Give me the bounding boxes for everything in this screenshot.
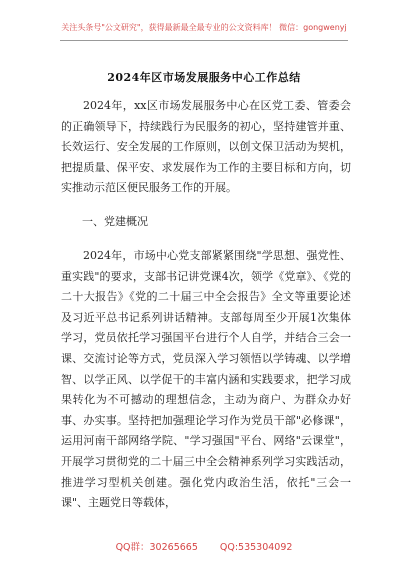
footer-contact <box>0 539 408 553</box>
section1-paragraph-block <box>61 246 351 514</box>
section-heading-party-building: 一、党建概况 <box>82 215 148 228</box>
footer-qq: QQ:535304092 <box>219 542 293 553</box>
header-banner: 关注头条号"公文研究"，获得最新最全最专业的公文资料库！ 微信：gongwenyj <box>61 23 347 32</box>
section1-paragraph: 2024年，市场中心党支部紧紧围绕"学思想、强党性、重实践"的要求，支部书记讲党课4次，领学《党章》、《党的二十大报告》《党的二十届三中全会报告》全文等重要论述及习近平总书记系列讲话精神。支部每周至少开展1次集体学习，党员依托学习强国平台进行个人自学，并结合三会一课、交流讨论等方式，党员深入学习领悟以学铸魂、以学增智、以学正风、以学促干的丰富内涵和实践要求，把学习成果转化为不可撼动的理想信念，主动为商户、为群众办好事、办实事。坚持把加强理论学习作为党员干部"必修课"，运用河南干部网络学院、"学习强国"平台、网络"云课堂"，开展学习贯彻党的二十届三中全会精神系列学习实践活动，推进学习型机关创建。强化党内政治生活，依托"三会一课"、主题党日等载体， <box>61 249 351 510</box>
intro-paragraph: 2024年，xx区市场发展服务中心在区党工委、管委会的正确领导下，持续践行为民服务的初心，坚持建管并重、长效运行、安全发展的工作原则，以创文保卫活动为契机，把提质量、保平安、求发展作为工作的主要目标和方向，切实推动示范区便民服务工作的开展。 <box>61 99 351 195</box>
footer-qq-group: QQ群：30265665 <box>115 542 198 553</box>
intro-paragraph-block <box>61 96 351 199</box>
document-title: 2024年区市场发展服务中心工作总结 <box>107 71 301 84</box>
header-divider <box>60 40 348 41</box>
